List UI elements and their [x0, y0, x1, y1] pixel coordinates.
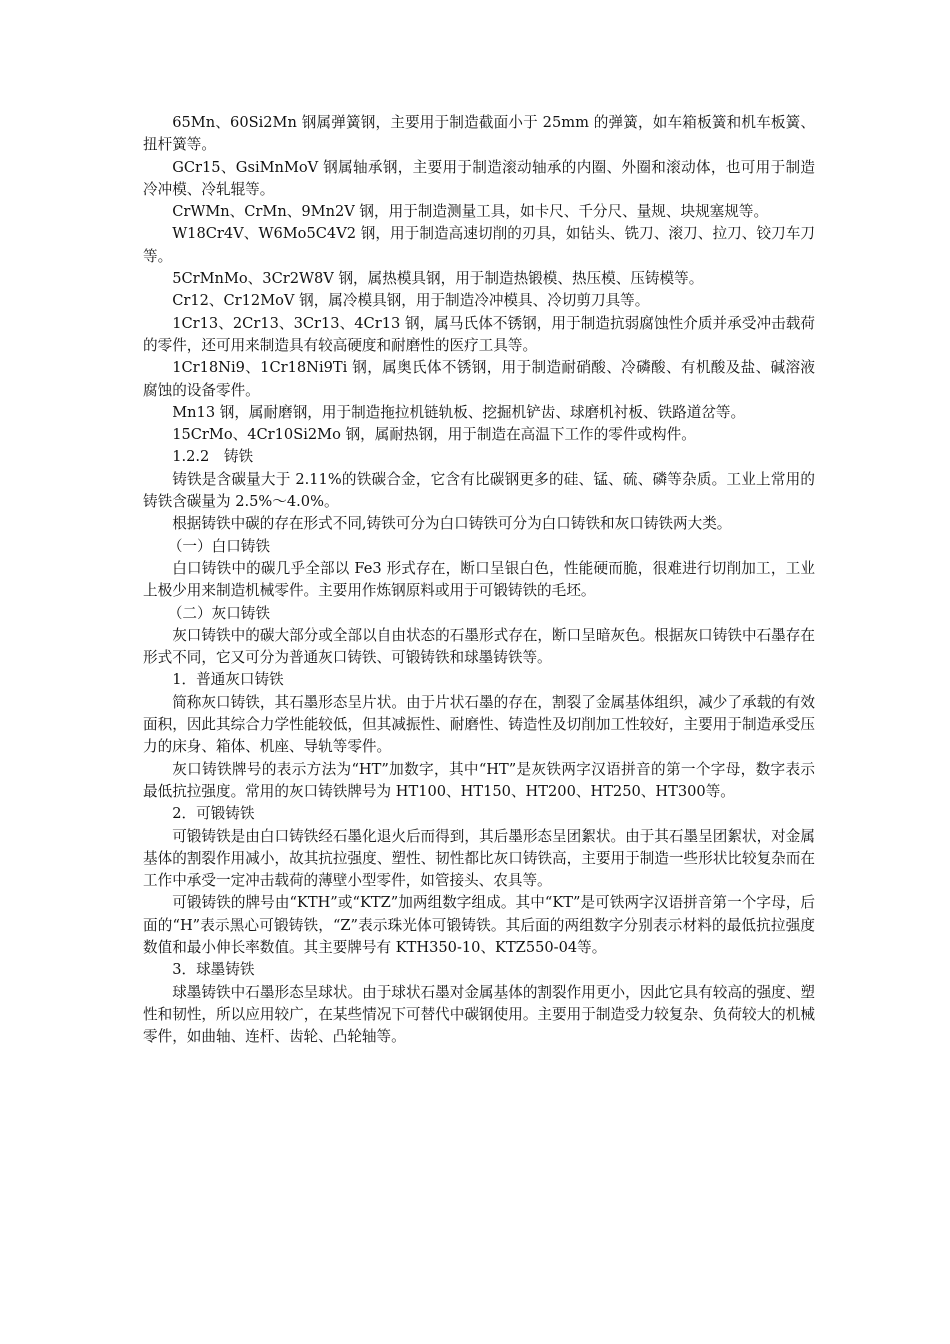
paragraph-cold-die-steel: Cr12、Cr12MoV 钢，属冷模具钢，用于制造冷冲模具、冷切剪刀具等。 [172, 292, 650, 310]
paragraph-white-cast-iron: 白口铸铁中的碳几乎全部以 Fe3 形式存在，断口呈银白色，性能硬而脆，很难进行切削加工，工业上极少用来制造机械零件。主要用作炼钢原料或用于可锻铸铁的毛坯。 [143, 559, 815, 600]
paragraph-gray-cast-iron: 灰口铸铁中的碳大部分或全部以自由状态的石墨形式存在，断口呈暗灰色。根据灰口铸铁中石墨存在形式不同，它又可分为普通灰口铸铁、可锻铸铁和球墨铸铁等。 [143, 626, 815, 667]
subheading-ordinary-gray-iron: 1．普通灰口铸铁 [172, 671, 284, 689]
paragraph-cast-iron-classes: 根据铸铁中碳的存在形式不同,铸铁可分为白口铸铁可分为白口铸铁和灰口铸铁两大类。 [172, 515, 732, 533]
paragraph-heat-resistant-steel: 15CrMo、4Cr10Si2Mo 钢，属耐热钢，用于制造在高温下工作的零件或构件。 [172, 426, 696, 444]
paragraph-austenitic-stainless: 1Cr18Ni9、1Cr18Ni9Ti 钢，属奥氏体不锈钢，用于制造耐硝酸、冷磷酸、有机酸及盐、碱溶液腐蚀的设备零件。 [143, 359, 815, 399]
paragraph-martensitic-stainless: 1Cr13、2Cr13、3Cr13、4Cr13 钢，属马氏体不锈钢，用于制造抗弱腐蚀性介质并承受冲击载荷的零件，还可用来制造具有较高硬度和耐磨性的医疗工具等。 [143, 314, 815, 354]
subheading-ductile-iron: 3．球墨铸铁 [172, 961, 255, 979]
paragraph-spring-steel: 65Mn、60Si2Mn 钢属弹簧钢，主要用于制造截面小于 25mm 的弹簧，如车箱板簧和机车板簧、扭杆簧等。 [143, 114, 815, 154]
paragraph-hot-die-steel: 5CrMnMo、3Cr2W8V 钢，属热模具钢，用于制造热锻模、热压模、压铸模等。 [172, 270, 704, 288]
paragraph-ordinary-gray-iron: 简称灰口铸铁，其石墨形态呈片状。由于片状石墨的存在，割裂了金属基体组织，减少了承载的有效面积，因此其综合力学性能较低，但其减振性、耐磨性、铸造性及切削加工性较好，主要用于制造承受压力的床身、箱体、机座、导轨等零件。 [143, 693, 815, 756]
paragraph-malleable-iron-grades: 可锻铸铁的牌号由“KTH”或“KTZ”加两组数字组成。其中“KT”是可铁两字汉语拼音第一个字母，后面的“H”表示黑心可锻铸铁，“Z”表示珠光体可锻铸铁。其后面的两组数字分别表示材料的最低抗拉强度数值和最小伸长率数值。其主要牌号有 KTH350-10、KTZ550-04等。 [143, 894, 815, 956]
paragraph-malleable-iron: 可锻铸铁是由白口铸铁经石墨化退火后而得到，其后墨形态呈团絮状。由于其石墨呈团絮状，对金属基体的割裂作用减小，故其抗拉强度、塑性、韧性都比灰口铸铁高，主要用于制造一些形状比较复杂而在工作中承受一定冲击载荷的薄壁小型零件，如管接头、农具等。 [143, 827, 815, 890]
paragraph-gray-iron-grades: 灰口铸铁牌号的表示方法为“HT”加数字，其中“HT”是灰铁两字汉语拼音的第一个字母，数字表示最低抗拉强度。常用的灰口铸铁牌号为 HT100、HT150、HT200、HT250、HT300等。 [143, 760, 815, 800]
paragraph-ductile-iron: 球墨铸铁中石墨形态呈球状。由于球状石墨对金属基体的割裂作用更小，因此它具有较高的强度、塑性和韧性，所以应用较广，在某些情况下可替代中碳钢使用。主要用于制造受力较复杂、负荷较大的机械零件，如曲轴、连杆、齿轮、凸轮轴等。 [143, 983, 815, 1046]
subheading-gray-cast-iron: （二）灰口铸铁 [167, 604, 270, 622]
paragraph-high-speed-steel: W18Cr4V、W6Mo5C4V2 钢，用于制造高速切削的刃具，如钻头、铣刀、滚刀、拉刀、铰刀车刀等。 [143, 225, 815, 265]
paragraph-cast-iron-definition: 铸铁是含碳量大于 2.11%的铁碳合金，它含有比碳钢更多的硅、锰、硫、磷等杂质。工业上常用的铸铁含碳量为 2.5%～4.0%。 [143, 470, 815, 511]
subheading-white-cast-iron: （一）白口铸铁 [167, 537, 270, 555]
subheading-malleable-iron: 2．可锻铸铁 [172, 805, 255, 823]
paragraph-wear-resistant-steel: Mn13 钢，属耐磨钢，用于制造拖拉机链轨板、挖掘机铲齿、球磨机衬板、铁路道岔等。 [172, 403, 746, 421]
paragraph-bearing-steel: GCr15、GsiMnMoV 钢属轴承钢，主要用于制造滚动轴承的内圈、外圈和滚动体，也可用于制造冷冲模、冷轧辊等。 [143, 158, 815, 198]
paragraph-measuring-tool-steel: CrWMn、CrMn、9Mn2V 钢，用于制造测量工具，如卡尺、千分尺、量规、块规塞规等。 [172, 203, 769, 221]
section-heading-cast-iron: 1.2.2 铸铁 [172, 448, 254, 466]
document-body [143, 112, 815, 1048]
